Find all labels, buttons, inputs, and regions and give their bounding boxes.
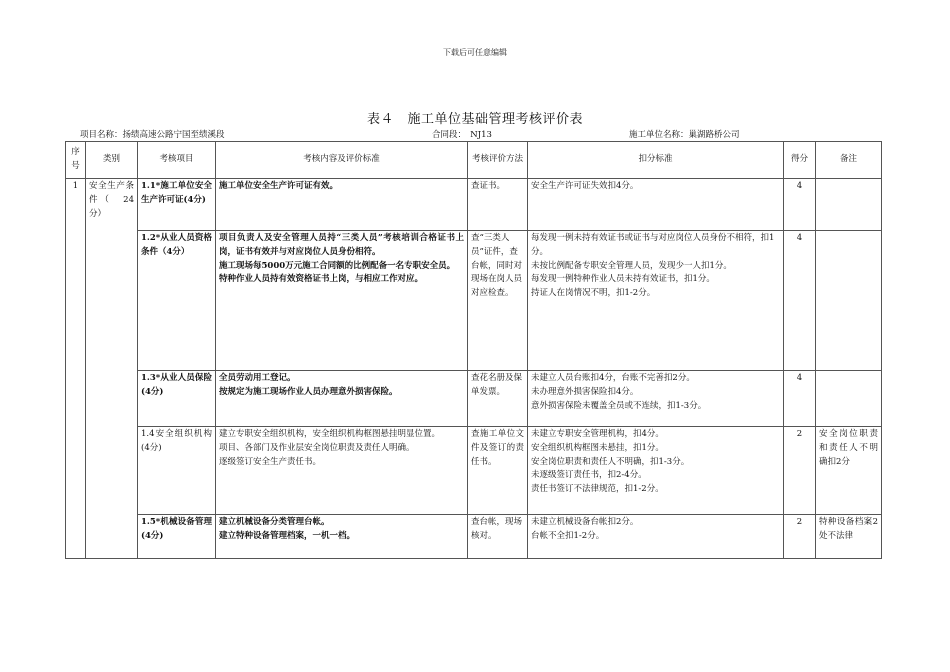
content-line: 建立特种设备管理档案，一机一档。 (219, 530, 356, 541)
col-header-deduction: 扣分标准 (528, 142, 784, 179)
col-header-method: 考核评价方法 (468, 142, 528, 179)
deduction-line: 每发现一例特种作业人员未持有效证书，扣1分。 (531, 274, 715, 285)
deduction-line: 每发现一例未持有效证书或证书与对应岗位人员身份不相符，扣1分。 (531, 233, 775, 257)
deduction-line: 未办理意外损害保险扣4分。 (531, 386, 639, 397)
table-row (66, 231, 882, 371)
contract-section: 合同段： NJ13 (432, 130, 492, 140)
col-header-score: 得分 (784, 142, 816, 179)
deduction-line: 责任书签订不法律规范，扣1-2分。 (531, 484, 664, 495)
deduction-cell (528, 515, 784, 559)
item-cell: 1.5*机械设备管理(4分) (138, 515, 216, 559)
table-header-row (66, 142, 882, 179)
score-cell: 4 (784, 231, 816, 371)
deduction-line: 安全生产许可证失效扣4分。 (531, 181, 639, 191)
content-line: 施工单位安全生产许可证有效。 (219, 181, 339, 191)
deduction-cell (528, 231, 784, 371)
document-title: 表４ 施工单位基础管理考核评价表 (366, 112, 583, 127)
item-cell: 1.3*从业人员保险(4分) (138, 371, 216, 427)
method-cell: 查证书。 (468, 179, 528, 231)
item-cell: 1.4安全组织机构(4分) (138, 427, 216, 515)
content-line: 按规定为施工现场作业人员办理意外损害保险。 (219, 386, 398, 397)
content-cell (216, 371, 468, 427)
content-cell (216, 231, 468, 371)
score-cell: 2 (784, 515, 816, 559)
content-line: 特种作业人员持有效资格证书上岗，与相应工作对应。 (219, 274, 424, 285)
col-header-note: 备注 (816, 142, 882, 179)
deduction-line: 未建立机械设备台帐扣2分。 (531, 517, 639, 527)
deduction-line: 未建立专职安全管理机构，扣4分。 (531, 429, 664, 439)
deduction-line: 持证人在岗情况不明，扣1-2分。 (531, 288, 656, 299)
sequence-cell: 1 (66, 179, 86, 559)
score-cell: 2 (784, 427, 816, 515)
content-line: 建立机械设备分类管理台帐。 (219, 517, 330, 527)
col-header-item: 考核项目 (138, 142, 216, 179)
col-header-category: 类别 (86, 142, 138, 179)
table-row (66, 427, 882, 515)
header-note: 下载后可任意编辑 (443, 48, 507, 57)
content-line: 逐级签订安全生产责任书。 (219, 456, 322, 467)
note-cell (816, 179, 882, 231)
col-header-seq: 序号 (66, 142, 86, 179)
deduction-cell (528, 179, 784, 231)
content-line: 施工现场每5000万元施工合同额的比例配备一名专职安全员。 (219, 260, 456, 271)
note-cell: 安全岗位职责和责任人不明确扣2分 (816, 427, 882, 515)
content-cell (216, 179, 468, 231)
item-cell: 1.1*施工单位安全生产许可证(4分) (138, 179, 216, 231)
deduction-line: 未逐级签订责任书，扣2-4分。 (531, 470, 647, 481)
deduction-line: 安全岗位职责和责任人不明确，扣1-3分。 (531, 456, 690, 467)
method-cell: 查施工单位文件及签订的责任书。 (468, 427, 528, 515)
evaluation-table (65, 141, 882, 559)
note-cell (816, 371, 882, 427)
content-line: 项目、各部门及作业层安全岗位职责及责任人明确。 (219, 442, 415, 453)
content-line: 全员劳动用工登记。 (219, 373, 296, 383)
deduction-line: 安全组织机构框图未悬挂，扣1分。 (531, 442, 664, 453)
content-line: 项目负责人及安全管理人员持“三类人员”考核培训合格证书上岗，证书有效并与对应岗位人员身份相符。 (219, 233, 464, 257)
col-header-content: 考核内容及评价标准 (216, 142, 468, 179)
table-row (66, 371, 882, 427)
content-cell (216, 515, 468, 559)
deduction-cell (528, 427, 784, 515)
note-cell (816, 231, 882, 371)
content-cell (216, 427, 468, 515)
note-cell: 特种设备档案2处不法律 (816, 515, 882, 559)
table-row (66, 515, 882, 559)
deduction-cell (528, 371, 784, 427)
category-cell: 安全生产条件（ 24分） (86, 179, 138, 559)
deduction-line: 意外损害保险未覆盖全员或不连续，扣1-3分。 (531, 400, 707, 411)
method-cell: 查花名册及保单发票。 (468, 371, 528, 427)
deduction-line: 台帐不全扣1-2分。 (531, 530, 605, 541)
method-cell: 查“三类人员”证件，查台帐，同时对现场在岗人员对应检查。 (468, 231, 528, 371)
deduction-line: 未按比例配备专职安全管理人员，发现少一人扣1分。 (531, 260, 732, 271)
project-name: 项目名称：扬绩高速公路宁国至绩溪段 (80, 130, 225, 140)
score-cell: 4 (784, 179, 816, 231)
content-line: 建立专职安全组织机构，安全组织机构框图悬挂明显位置。 (219, 429, 441, 439)
table-row (66, 179, 882, 231)
method-cell: 查台帐，现场核对。 (468, 515, 528, 559)
document-meta (80, 128, 880, 142)
item-cell: 1.2*从业人员资格条件（4分） (138, 231, 216, 371)
construction-unit: 施工单位名称：巢湖路桥公司 (629, 130, 740, 140)
deduction-line: 未建立人员台账扣4分，台账不完善扣2分。 (531, 373, 695, 383)
score-cell: 4 (784, 371, 816, 427)
